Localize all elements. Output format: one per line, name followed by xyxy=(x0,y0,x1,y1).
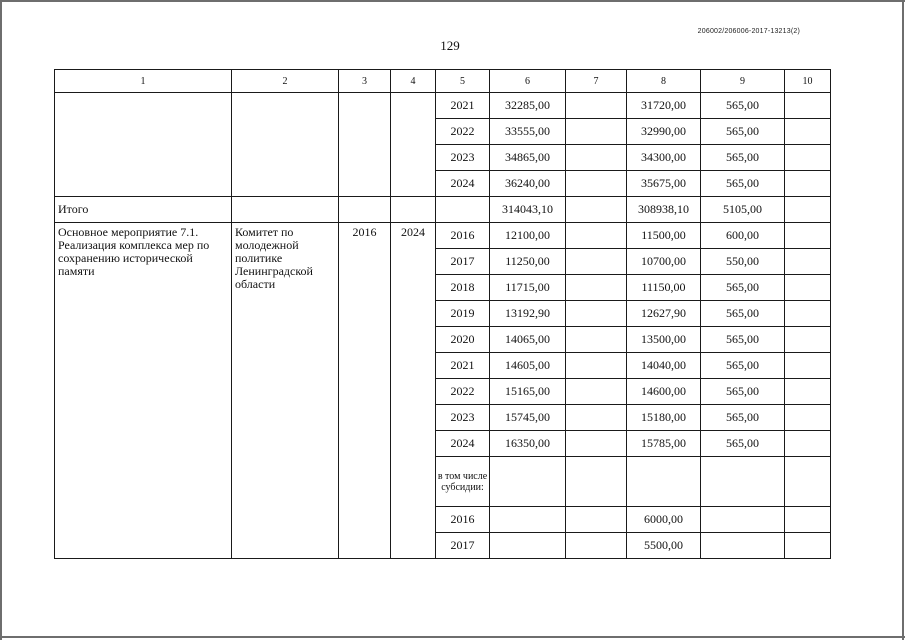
col7-cell xyxy=(566,249,627,275)
col7-cell xyxy=(566,327,627,353)
col9-cell: 565,00 xyxy=(701,431,785,457)
col10-cell xyxy=(785,197,831,223)
document-code: 206002/206006-2017-13213(2) xyxy=(697,28,800,35)
page-bottom-edge xyxy=(0,636,905,638)
col7-cell xyxy=(566,197,627,223)
total-row xyxy=(55,197,831,223)
page-right-edge xyxy=(902,0,904,640)
header-col-2: 2 xyxy=(232,70,339,93)
page-top-edge xyxy=(0,0,905,2)
col10-cell xyxy=(785,223,831,249)
col9-cell: 565,00 xyxy=(701,275,785,301)
col7-cell xyxy=(566,223,627,249)
col8-cell: 14600,00 xyxy=(627,379,701,405)
col9-cell xyxy=(701,507,785,533)
col6-cell: 14605,00 xyxy=(490,353,566,379)
total-label: Итого xyxy=(55,197,232,223)
col10-cell xyxy=(785,171,831,197)
header-col-8: 8 xyxy=(627,70,701,93)
subsidies-label: в том числе субсидии: xyxy=(436,457,490,507)
col9-cell: 565,00 xyxy=(701,171,785,197)
col10-cell xyxy=(785,301,831,327)
col9-cell: 565,00 xyxy=(701,301,785,327)
year-cell: 2023 xyxy=(436,405,490,431)
year-cell xyxy=(436,197,490,223)
col7-cell xyxy=(566,145,627,171)
year-cell: 2024 xyxy=(436,171,490,197)
col7-cell xyxy=(566,171,627,197)
col9-cell: 565,00 xyxy=(701,93,785,119)
col10-cell xyxy=(785,275,831,301)
col8-cell: 31720,00 xyxy=(627,93,701,119)
header-col-6: 6 xyxy=(490,70,566,93)
col8-cell xyxy=(627,457,701,507)
cell-empty xyxy=(232,93,339,197)
activity-name: Основное мероприятие 7.1. Реализация комплекса мер по сохранению исторической памяти xyxy=(55,223,232,559)
cell-empty xyxy=(232,197,339,223)
col9-cell: 565,00 xyxy=(701,145,785,171)
col7-cell xyxy=(566,93,627,119)
header-col-4: 4 xyxy=(391,70,436,93)
header-row xyxy=(55,70,831,93)
col10-cell xyxy=(785,405,831,431)
year-cell: 2016 xyxy=(436,507,490,533)
col8-cell: 12627,90 xyxy=(627,301,701,327)
col6-cell: 15745,00 xyxy=(490,405,566,431)
col10-cell xyxy=(785,507,831,533)
header-col-10: 10 xyxy=(785,70,831,93)
col10-cell xyxy=(785,533,831,559)
col7-cell xyxy=(566,301,627,327)
total-col6: 314043,10 xyxy=(490,197,566,223)
activity-end-year: 2024 xyxy=(391,223,436,559)
table-row xyxy=(55,93,831,119)
page-left-edge xyxy=(0,0,2,640)
year-cell: 2024 xyxy=(436,431,490,457)
col8-cell: 5500,00 xyxy=(627,533,701,559)
col6-cell: 11250,00 xyxy=(490,249,566,275)
col10-cell xyxy=(785,249,831,275)
year-cell: 2020 xyxy=(436,327,490,353)
col8-cell: 35675,00 xyxy=(627,171,701,197)
year-cell: 2017 xyxy=(436,249,490,275)
col10-cell xyxy=(785,145,831,171)
col6-cell xyxy=(490,533,566,559)
col8-cell: 10700,00 xyxy=(627,249,701,275)
col6-cell: 11715,00 xyxy=(490,275,566,301)
col6-cell xyxy=(490,507,566,533)
header-col-5: 5 xyxy=(436,70,490,93)
col9-cell: 550,00 xyxy=(701,249,785,275)
year-cell: 2023 xyxy=(436,145,490,171)
col9-cell xyxy=(701,533,785,559)
col7-cell xyxy=(566,379,627,405)
col9-cell: 565,00 xyxy=(701,119,785,145)
col9-cell: 565,00 xyxy=(701,353,785,379)
col6-cell xyxy=(490,457,566,507)
col8-cell: 32990,00 xyxy=(627,119,701,145)
col7-cell xyxy=(566,353,627,379)
year-cell: 2017 xyxy=(436,533,490,559)
year-cell: 2018 xyxy=(436,275,490,301)
page-number: 129 xyxy=(440,38,460,53)
year-cell: 2022 xyxy=(436,379,490,405)
header-col-3: 3 xyxy=(339,70,391,93)
col10-cell xyxy=(785,457,831,507)
cell-empty xyxy=(391,197,436,223)
col7-cell xyxy=(566,405,627,431)
col6-cell: 13192,90 xyxy=(490,301,566,327)
col6-cell: 12100,00 xyxy=(490,223,566,249)
col6-cell: 32285,00 xyxy=(490,93,566,119)
col10-cell xyxy=(785,379,831,405)
col8-cell: 15785,00 xyxy=(627,431,701,457)
col8-cell: 11150,00 xyxy=(627,275,701,301)
year-cell: 2019 xyxy=(436,301,490,327)
year-cell: 2016 xyxy=(436,223,490,249)
col10-cell xyxy=(785,353,831,379)
col8-cell: 34300,00 xyxy=(627,145,701,171)
col7-cell xyxy=(566,119,627,145)
activity-start-year: 2016 xyxy=(339,223,391,559)
header-col-1: 1 xyxy=(55,70,232,93)
total-col9: 5105,00 xyxy=(701,197,785,223)
col10-cell xyxy=(785,327,831,353)
col8-cell: 15180,00 xyxy=(627,405,701,431)
total-col8: 308938,10 xyxy=(627,197,701,223)
col9-cell: 600,00 xyxy=(701,223,785,249)
cell-empty xyxy=(391,93,436,197)
col9-cell: 565,00 xyxy=(701,405,785,431)
col10-cell xyxy=(785,431,831,457)
year-cell: 2021 xyxy=(436,93,490,119)
col7-cell xyxy=(566,457,627,507)
col6-cell: 16350,00 xyxy=(490,431,566,457)
col8-cell: 14040,00 xyxy=(627,353,701,379)
col10-cell xyxy=(785,119,831,145)
col9-cell xyxy=(701,457,785,507)
cell-empty xyxy=(55,93,232,197)
col6-cell: 14065,00 xyxy=(490,327,566,353)
col6-cell: 15165,00 xyxy=(490,379,566,405)
year-cell: 2021 xyxy=(436,353,490,379)
col7-cell xyxy=(566,507,627,533)
cell-empty xyxy=(339,93,391,197)
col6-cell: 36240,00 xyxy=(490,171,566,197)
activity-executor: Комитет по молодежной политике Ленинградской области xyxy=(232,223,339,559)
col7-cell xyxy=(566,275,627,301)
year-cell: 2022 xyxy=(436,119,490,145)
budget-table xyxy=(54,69,831,559)
cell-empty xyxy=(339,197,391,223)
header-col-7: 7 xyxy=(566,70,627,93)
header-col-9: 9 xyxy=(701,70,785,93)
col7-cell xyxy=(566,431,627,457)
col9-cell: 565,00 xyxy=(701,327,785,353)
col8-cell: 11500,00 xyxy=(627,223,701,249)
col8-cell: 6000,00 xyxy=(627,507,701,533)
col7-cell xyxy=(566,533,627,559)
col6-cell: 34865,00 xyxy=(490,145,566,171)
table-row xyxy=(55,223,831,249)
col8-cell: 13500,00 xyxy=(627,327,701,353)
col9-cell: 565,00 xyxy=(701,379,785,405)
col10-cell xyxy=(785,93,831,119)
col6-cell: 33555,00 xyxy=(490,119,566,145)
